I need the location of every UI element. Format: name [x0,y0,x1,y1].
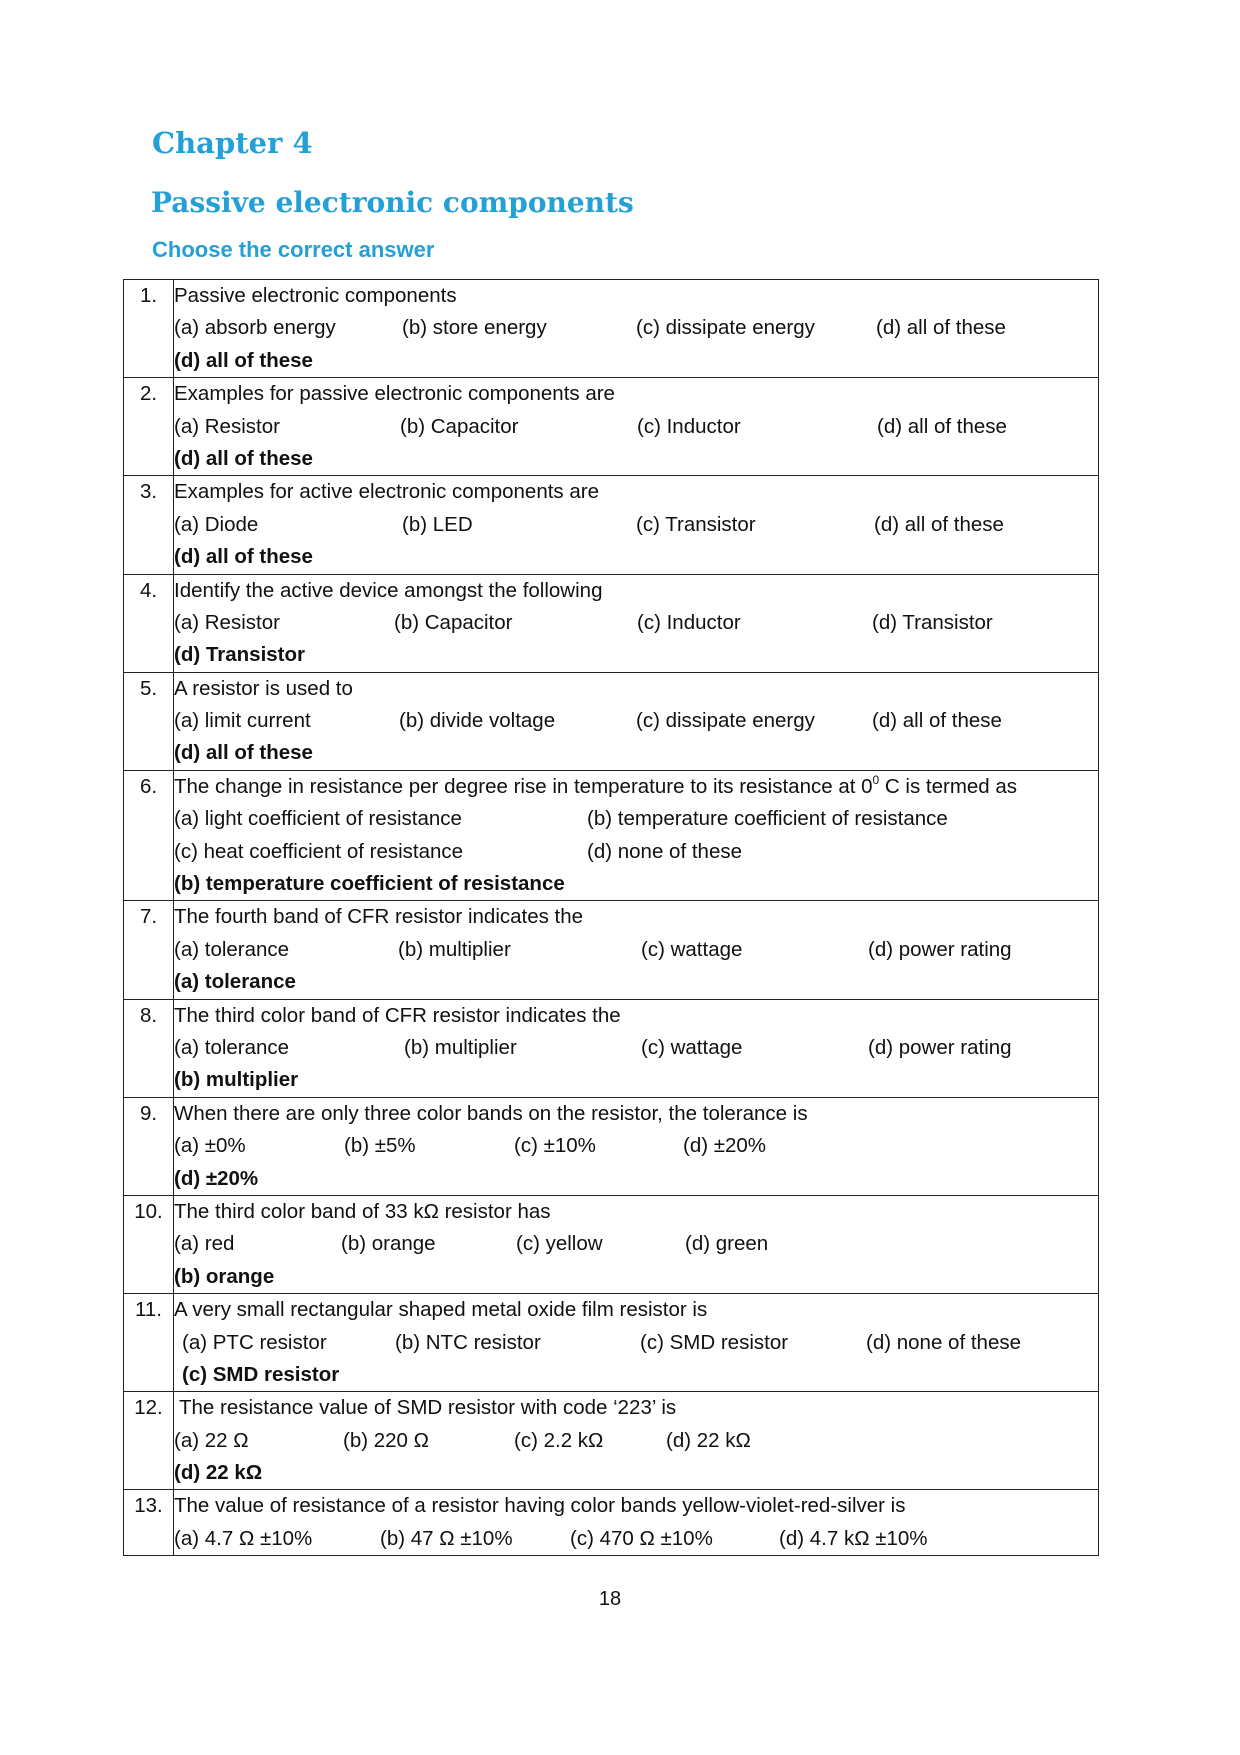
option-a: (a) light coefficient of resistance [174,807,462,831]
option-c: (c) Transistor [636,512,756,536]
question-number-cell [124,999,174,1097]
option-b: (b) Capacitor [394,610,513,634]
question-number: 10. [134,1199,163,1223]
chapter-heading: Chapter 4 [152,126,313,160]
answer-text: (d) ±20% [174,1166,259,1190]
question-text: Passive electronic components [174,284,457,307]
question-text-main: The change in resistance per degree rise in temperature to its resistance at 0 [174,774,873,798]
option-d: (d) all of these [874,512,1004,536]
option-d: (d) Transistor [872,610,993,634]
question-text-end: C is termed as [879,774,1018,798]
question-number: 3. [139,480,158,504]
option-a: (a) limit current [174,709,311,733]
question-number-cell [124,1097,174,1195]
question-number: 12. [134,1396,163,1420]
options-line [174,1523,1098,1555]
options-line [174,1032,1098,1064]
question-number: 1. [139,284,158,307]
option-a: (a) absorb energy [174,316,336,340]
question-text: A resistor is used to [174,676,353,700]
option-b: (b) ±5% [344,1134,416,1158]
question-number-cell [124,378,174,476]
question-number-cell [124,280,174,378]
option-b: (b) 220 Ω [343,1428,429,1452]
question-text: The fourth band of CFR resistor indicates the [174,905,584,929]
option-c: (c) yellow [516,1232,603,1256]
question-row [124,1490,1099,1556]
answer-text: (b) multiplier [174,1068,299,1092]
option-d: (d) power rating [868,1035,1012,1059]
question-row [124,574,1099,672]
question-row [124,901,1099,999]
option-b: (b) divide voltage [399,709,556,733]
question-text: Examples for passive electronic components are [174,382,615,406]
question-body [174,378,1099,476]
option-b: (b) multiplier [404,1035,517,1059]
question-number-cell [124,901,174,999]
question-body [174,1195,1099,1293]
option-c: (c) wattage [641,937,743,961]
question-number-cell [124,574,174,672]
options-line [174,509,1098,541]
question-row [124,378,1099,476]
degree-superscript: 0 [872,772,880,787]
option-a: (a) tolerance [174,1035,290,1059]
option-d: (d) 22 kΩ [666,1428,751,1452]
option-b: (b) store energy [402,316,547,340]
options-line [174,934,1098,966]
answer-text: (d) all of these [174,348,313,372]
question-row [124,770,1099,901]
question-body [174,476,1099,574]
question-number-cell [124,770,174,901]
option-a: (a) 22 Ω [174,1428,249,1452]
question-number: 13. [134,1494,163,1518]
options-line [174,803,1098,835]
question-body [174,280,1099,378]
option-a: (a) red [174,1232,235,1256]
option-a: (a) ±0% [174,1134,246,1158]
question-number: 5. [139,676,158,700]
option-b: (b) 47 Ω ±10% [380,1526,513,1550]
question-row [124,1097,1099,1195]
options-line [174,1228,1098,1260]
question-row [124,476,1099,574]
options-line [174,1425,1098,1457]
option-d: (d) power rating [868,937,1012,961]
answer-text: (b) orange [174,1264,275,1288]
option-b: (b) NTC resistor [395,1330,541,1354]
options-line [174,705,1098,737]
question-row [124,999,1099,1097]
option-d: (d) all of these [877,414,1007,438]
page-number: 18 [598,1588,622,1610]
question-number-cell [124,1294,174,1392]
option-c: (c) Inductor [637,610,741,634]
question-text: The value of resistance of a resistor having color bands yellow-violet-red-silver is [174,1494,906,1518]
option-c: (c) ±10% [514,1134,596,1158]
question-number: 7. [139,905,158,929]
instruction-heading: Choose the correct answer [152,237,435,262]
options-line [174,1327,1098,1359]
question-body [174,1097,1099,1195]
question-text: The third color band of 33 kΩ resistor has [174,1199,551,1223]
question-row [124,1392,1099,1490]
option-d: (d) 4.7 kΩ ±10% [779,1526,928,1550]
question-number-cell [124,1392,174,1490]
option-d: (d) all of these [876,316,1006,340]
options-line [174,411,1098,443]
question-body [174,901,1099,999]
question-row [124,1195,1099,1293]
question-number-cell [124,476,174,574]
option-b: (b) orange [341,1232,436,1256]
option-d: (d) none of these [587,839,742,863]
question-number-cell [124,1195,174,1293]
question-body [174,770,1099,901]
option-a: (a) Resistor [174,610,280,634]
question-number: 4. [139,578,158,602]
options-line [174,836,1098,868]
option-c: (c) Inductor [637,414,741,438]
answer-text: (d) all of these [174,741,313,765]
answer-text: (d) all of these [174,446,313,470]
question-text: Examples for active electronic components are [174,480,600,504]
option-c: (c) 2.2 kΩ [514,1428,604,1452]
options-line [174,607,1098,639]
question-text [174,771,1098,803]
option-b: (b) temperature coefficient of resistance [587,807,948,831]
question-number: 8. [139,1003,158,1027]
option-d: (d) green [685,1232,769,1256]
option-d: (d) all of these [872,709,1002,733]
option-c: (c) wattage [641,1035,743,1059]
answer-text: (a) tolerance [174,970,296,994]
answer-text: (d) 22 kΩ [174,1461,263,1485]
option-c: (c) heat coefficient of resistance [174,839,464,863]
question-body [174,1392,1099,1490]
option-c: (c) dissipate energy [636,316,815,340]
option-a: (a) 4.7 Ω ±10% [174,1526,313,1550]
answer-text: (d) Transistor [174,643,305,667]
option-d: (d) ±20% [683,1134,767,1158]
option-a: (a) PTC resistor [182,1330,327,1354]
option-a: (a) Diode [174,512,259,536]
question-number-cell [124,672,174,770]
option-c: (c) 470 Ω ±10% [570,1526,713,1550]
question-number: 9. [139,1101,158,1125]
option-b: (b) Capacitor [400,414,519,438]
answer-text: (d) all of these [174,545,313,569]
answer-text: (b) temperature coefficient of resistance [174,872,565,896]
option-b: (b) LED [402,512,473,536]
question-row [124,280,1099,378]
question-text: The resistance value of SMD resistor with code ‘223’ is [179,1396,677,1420]
option-b: (b) multiplier [398,937,511,961]
question-number-cell [124,1490,174,1556]
options-line [174,312,1098,344]
question-text: When there are only three color bands on the resistor, the tolerance is [174,1101,808,1125]
option-c: (c) dissipate energy [636,709,815,733]
question-number: 2. [139,382,158,406]
question-body [174,672,1099,770]
question-body [174,1490,1099,1556]
answer-text: (c) SMD resistor [182,1362,340,1386]
question-text: A very small rectangular shaped metal oxide film resistor is [174,1298,708,1322]
questions-table [123,279,1099,1556]
options-line [174,1130,1098,1162]
option-d: (d) none of these [866,1330,1021,1354]
option-c: (c) SMD resistor [640,1330,789,1354]
question-text: The third color band of CFR resistor indicates the [174,1003,621,1027]
question-row [124,672,1099,770]
question-text: Identify the active device amongst the following [174,578,603,602]
option-a: (a) tolerance [174,937,290,961]
question-row [124,1294,1099,1392]
question-body [174,999,1099,1097]
option-a: (a) Resistor [174,414,280,438]
question-number: 6. [139,774,158,798]
question-number: 11. [135,1298,162,1322]
question-body [174,574,1099,672]
question-body [174,1294,1099,1392]
page-title: Passive electronic components [151,186,634,219]
